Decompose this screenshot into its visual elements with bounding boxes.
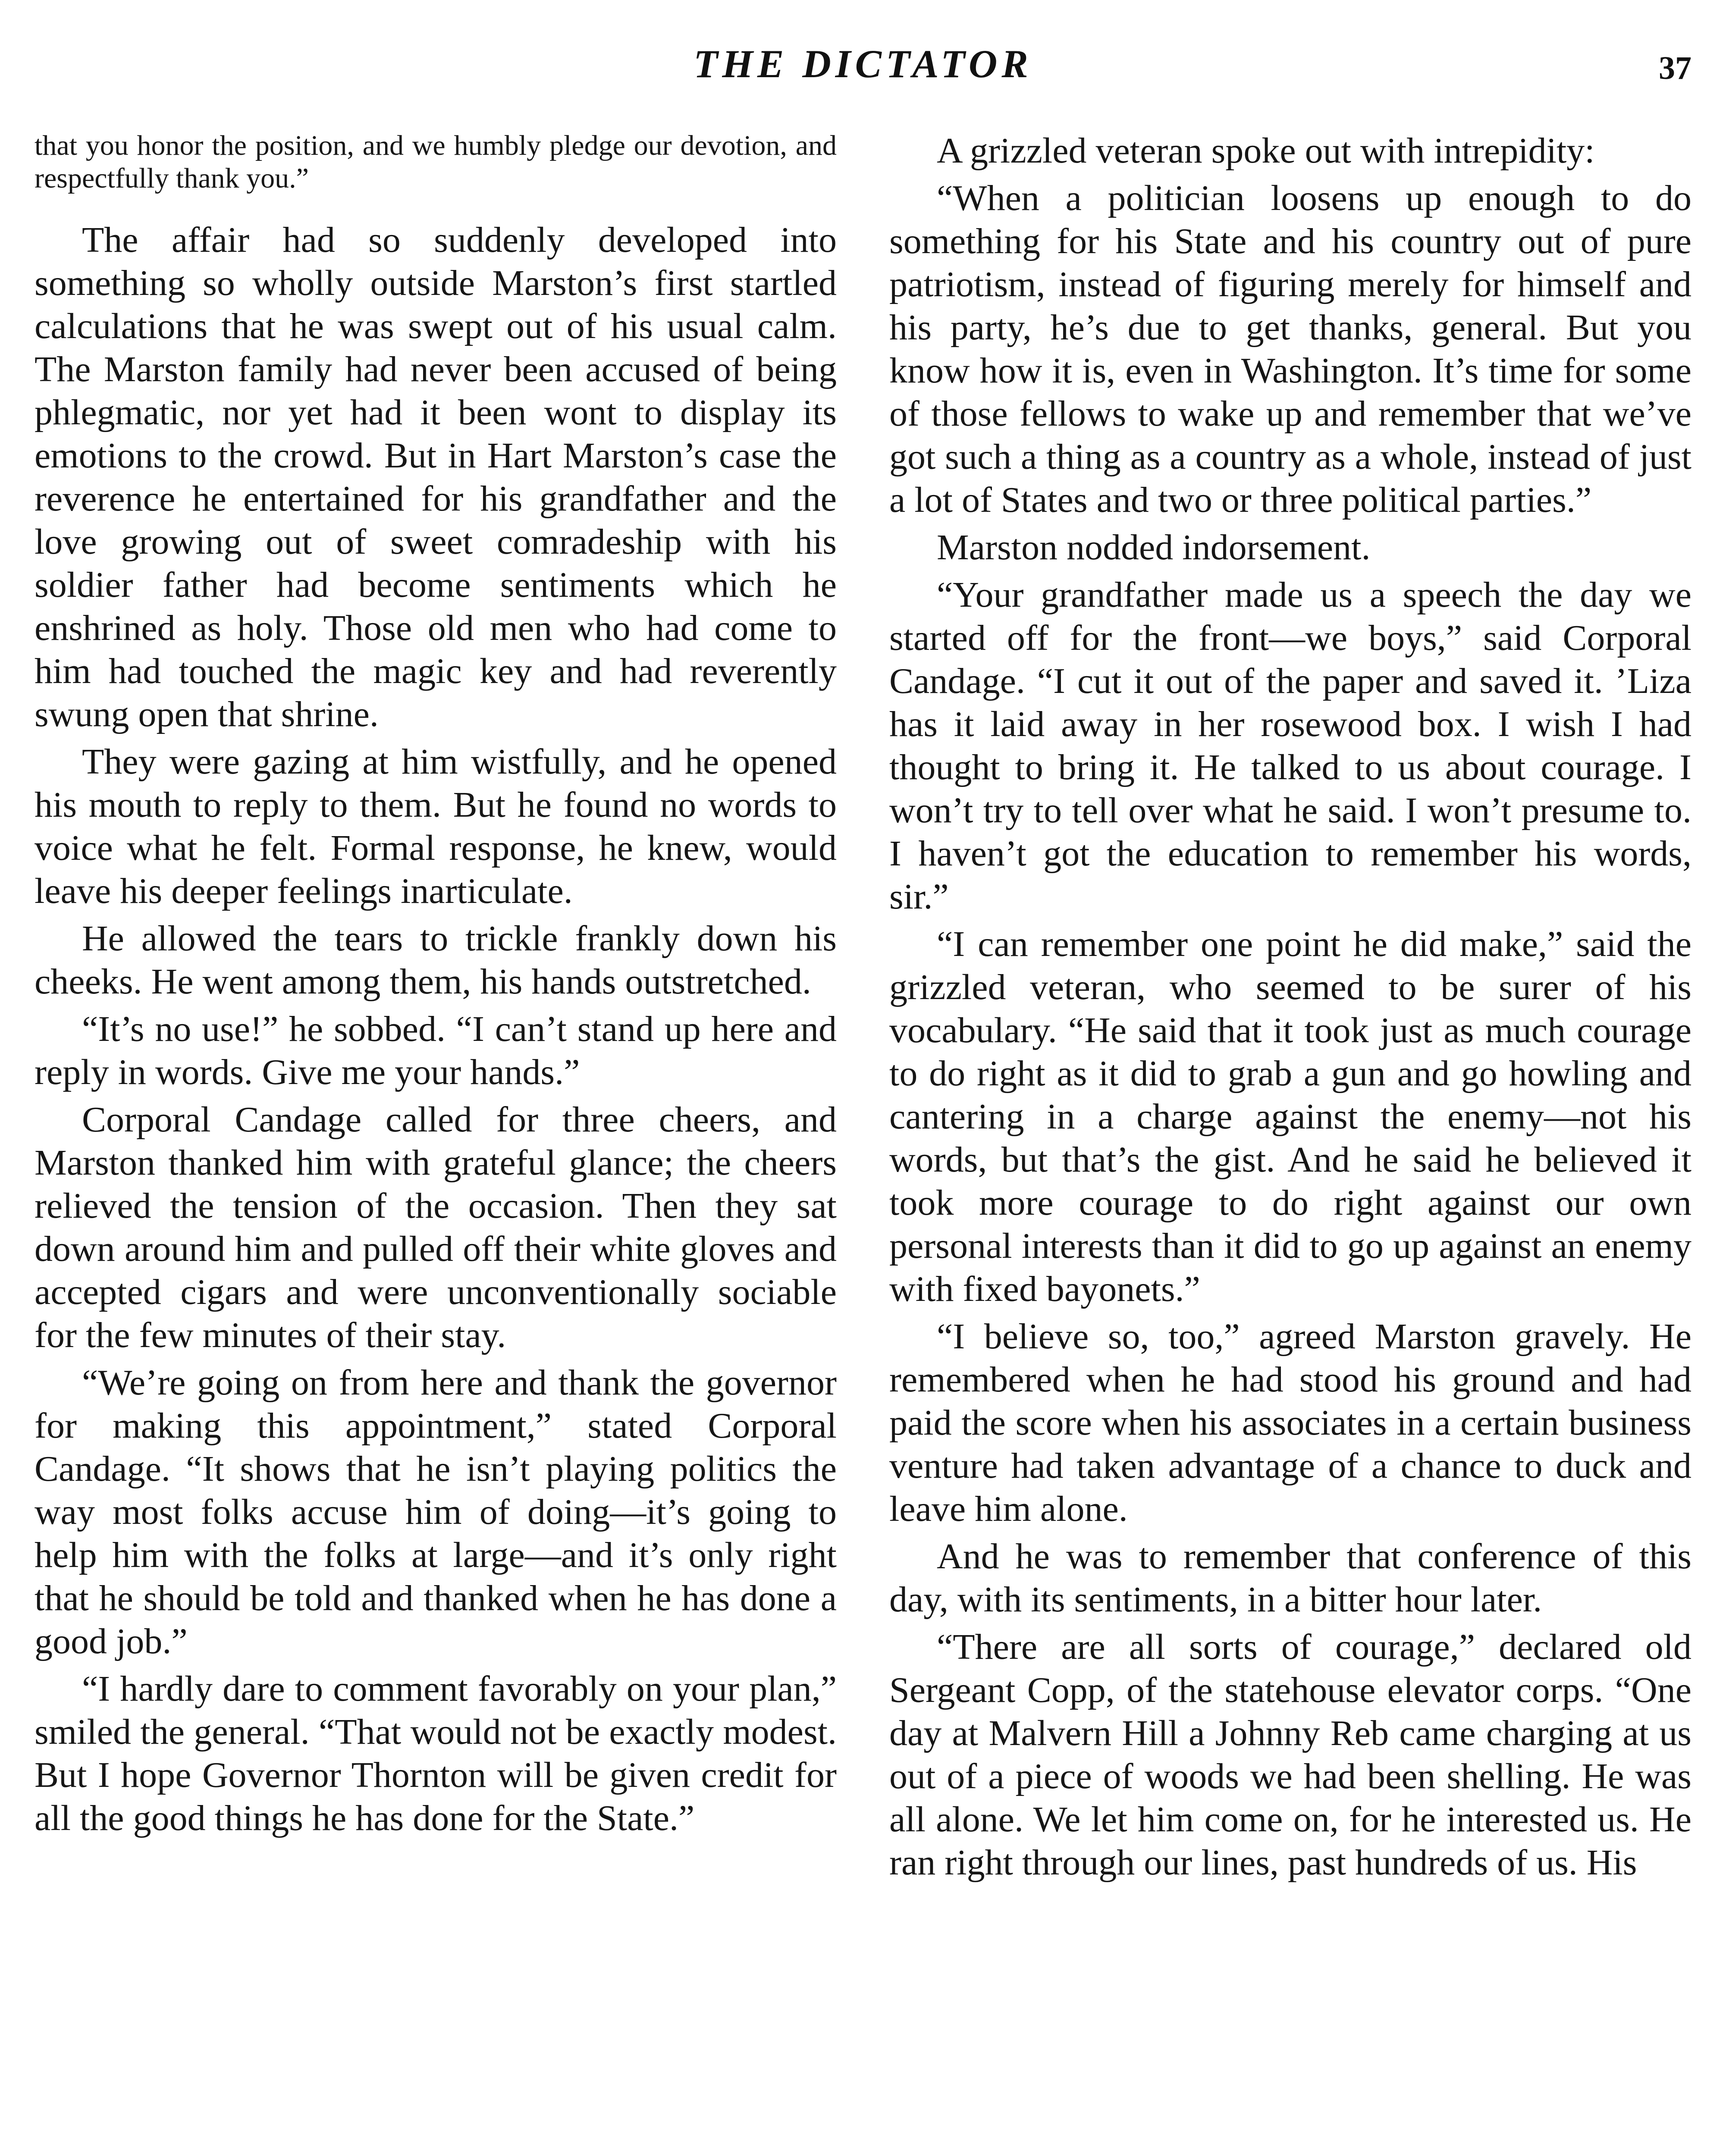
paragraph: Marston nodded indorsement. <box>937 527 1371 567</box>
paragraph: “We’re going on from here and thank the governor for making this appointment,” stated Corporal Candage. “It shows that he isn’t playing politics the way most folks accuse him of doing—it’s going to help him with the folks at large—and it’s only right that he should be told and thanked when he has done a good job.” <box>35 1363 837 1661</box>
paragraph: “I can remember one point he did make,” said the grizzled veteran, who seemed to be surer of his vocabulary. “He said that it took just as much courage to do right as it did to grab a gun and go howling and cantering in a charge against the enemy—not his words, but that’s the gist. And he said he believed it took more courage to do right against our own personal interests than it did to go up against an enemy with fixed bayonets.” <box>889 924 1691 1309</box>
paragraph: “There are all sorts of courage,” declared old Sergeant Copp, of the statehouse elevator corps. “One day at Malvern Hill a Johnny Reb came charging at us out of a piece of woods we had been shelling. He was all alone. We let him come on, for he interested us. He ran right through our lines, past hundreds of us. His <box>889 1627 1691 1883</box>
paragraph: They were gazing at him wistfully, and he opened his mouth to reply to them. But he found no words to voice what he felt. Formal response, he knew, would leave his deeper feelings inarticulate. <box>35 742 837 911</box>
page-number: 37 <box>1659 50 1691 86</box>
running-head: THE DICTATOR <box>694 42 1032 86</box>
paragraph: that you honor the position, and we humbly pledge our devotion, and respectfully thank you.” <box>35 130 837 194</box>
paragraph: And he was to remember that conference of this day, with its sentiments, in a bitter hour later. <box>889 1536 1691 1620</box>
paragraph: “Your grandfather made us a speech the day we started off for the front—we boys,” said Corporal Candage. “I cut it out of the paper and saved it. ’Liza has it laid away in her rosewood box. I wish I had thought to bring it. He talked to us about courage. I won’t try to tell over what he said. I won’t presume to. I haven’t got the education to remember his words, sir.” <box>889 575 1691 917</box>
paragraph: The affair had so suddenly developed into something so wholly outside Marston’s first startled calculations that he was swept out of his usual calm. The Marston family had never been accused of being phlegmatic, nor yet had it been wont to display its emotions to the crowd. But in Hart Marston’s case the reverence he entertained for his grandfather and the love growing out of sweet comradeship with his soldier father had become sentiments which he enshrined as holy. Those old men who had come to him had touched the magic key and had reverently swung open that shrine. <box>35 220 837 734</box>
left-column <box>35 129 837 2156</box>
right-column <box>889 129 1691 2156</box>
paragraph: “I believe so, too,” agreed Marston gravely. He remembered when he had stood his ground and had paid the score when his associates in a certain business venture had taken advantage of a chance to duck and leave him alone. <box>889 1316 1691 1529</box>
paragraph: “I hardly dare to comment favorably on your plan,” smiled the general. “That would not be exactly modest. But I hope Governor Thornton will be given credit for all the good things he has done for the State.” <box>35 1669 837 1838</box>
paragraph: He allowed the tears to trickle frankly down his cheeks. He went among them, his hands outstretched. <box>35 918 837 1002</box>
paragraph: Corporal Candage called for three cheers, and Marston thanked him with grateful glance; the cheers relieved the tension of the occasion. Then they sat down around him and pulled off their white gloves and accepted cigars and were unconventionally sociable for the few minutes of their stay. <box>35 1100 837 1355</box>
paragraph: “It’s no use!” he sobbed. “I can’t stand up here and reply in words. Give me your hands.” <box>35 1009 837 1092</box>
paragraph: A grizzled veteran spoke out with intrepidity: <box>937 131 1595 171</box>
paragraph: “When a politician loosens up enough to do something for his State and his country out of pure patriotism, instead of figuring merely for himself and his party, he’s due to get thanks, general. But you know how it is, even in Washington. It’s time for some of those fellows to wake up and remember that we’ve got such a thing as a country as a whole, instead of just a lot of States and two or three political parties.” <box>889 178 1691 520</box>
